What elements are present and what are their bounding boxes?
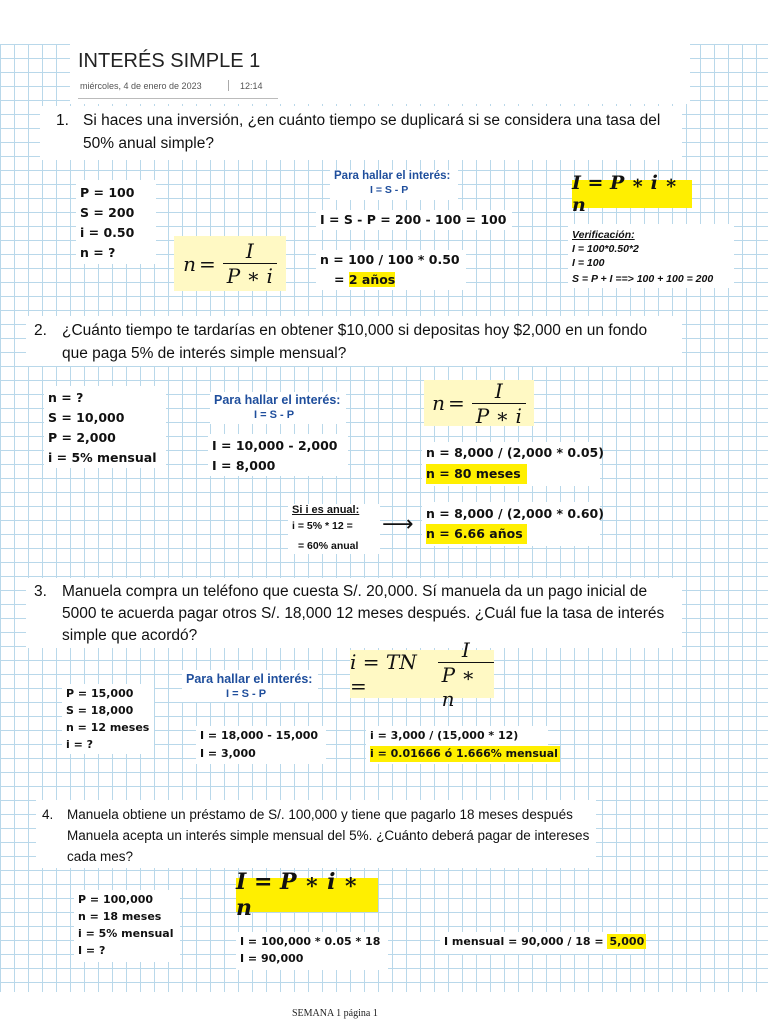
p4-monthly-result: 5,000 — [609, 935, 645, 948]
p2-interest-title: Para hallar el interés: — [214, 393, 341, 407]
title-underline — [78, 98, 278, 99]
p4-monthly-prefix: I mensual = 90,000 / 18 = — [444, 935, 608, 948]
p3-given-P: P = 15,000 — [66, 687, 134, 700]
p3-given-i: i = ? — [66, 738, 94, 751]
page-footer: SEMANA 1 página 1 — [292, 1008, 378, 1019]
p3-calc-I-line1: I = 18,000 - 15,000 — [200, 729, 319, 742]
p3-interest-title: Para hallar el interés: — [186, 672, 313, 686]
page-time: 12:14 — [240, 81, 263, 91]
p4-monthly-line — [444, 934, 646, 950]
p1-result-prefix: = — [334, 272, 349, 287]
p3-number: 3. — [34, 583, 47, 600]
p4-calc-I-line2: I = 90,000 — [240, 952, 304, 965]
p4-big-formula: I = P ∗ i ∗ n — [236, 878, 378, 912]
p1-n-formula — [174, 236, 286, 291]
p3-result: i = 0.01666 ó 1.666% mensual — [370, 747, 558, 760]
p3-i-formula — [350, 637, 494, 711]
p1-question-line1: Si haces una inversión, ¿en cuánto tiempo se duplicará si se considera una tasa del — [83, 112, 661, 129]
p4-calc-I-line1: I = 100,000 * 0.05 * 18 — [240, 935, 381, 948]
p1-interest-title: Para hallar el interés: — [334, 170, 451, 182]
p4-question-line1: Manuela obtiene un préstamo de S/. 100,000 y tiene que pagarlo 18 meses después — [67, 807, 573, 822]
p3-given-S: S = 18,000 — [66, 704, 134, 717]
meta-divider — [228, 80, 229, 91]
p2-number: 2. — [34, 322, 47, 339]
p2-given-S: S = 10,000 — [48, 410, 125, 425]
p2-calc-I-line2: I = 8,000 — [212, 458, 276, 473]
p2-annual-line2: = 60% anual — [298, 540, 359, 552]
p1-result: 2 años — [348, 272, 396, 287]
p1-calc-I: I = S - P = 200 - 100 = 100 — [320, 212, 507, 227]
p2-question-line1: ¿Cuánto tiempo te tardarías en obtener $10,000 si depositas hoy $2,000 en un fondo — [62, 322, 648, 339]
p3-question-line3: simple que acordó? — [62, 627, 198, 644]
arrow-icon: ⟶ — [382, 512, 414, 537]
p2-result2: n = 6.66 años — [426, 524, 527, 544]
p2-n-formula-left: n — [432, 391, 445, 415]
p3-i-formula-numerator: I — [461, 637, 470, 662]
p1-calc-n: n = 100 / 100 * 0.50 — [320, 252, 460, 267]
p2-given-i: i = 5% mensual — [48, 450, 157, 465]
p1-given-i: i = 0.50 — [80, 225, 135, 240]
p2-given-P: P = 2,000 — [48, 430, 116, 445]
p3-question-line2: 5000 te acuerda pagar otros S/. 18,000 12 meses después. ¿Cuál fue la tasa de interés — [62, 605, 665, 622]
p4-given-n: n = 18 meses — [78, 910, 162, 923]
p3-given-n: n = 12 meses — [66, 721, 150, 734]
p2-calc-n1: n = 8,000 / (2,000 * 0.05) — [426, 445, 604, 460]
p3-calc-i: i = 3,000 / (15,000 * 12) — [370, 729, 519, 742]
p1-result-line — [334, 270, 395, 290]
p2-n-formula — [424, 380, 534, 426]
p1-question-line2: 50% anual simple? — [83, 135, 214, 152]
page-title: INTERÉS SIMPLE 1 — [78, 50, 261, 72]
p1-big-formula: I = P ∗ i ∗ n — [572, 180, 692, 208]
p1-n-formula-denominator: P ∗ i — [223, 263, 277, 288]
p1-verification-line2: I = 100 — [572, 257, 605, 269]
p4-question-line2: Manuela acepta un interés simple mensual del 5%. ¿Cuánto deberá pagar de intereses — [67, 828, 590, 843]
p4-number: 4. — [42, 807, 54, 822]
p3-i-formula-left: i = TN = — [350, 650, 417, 698]
p3-interest-formula: I = S - P — [226, 688, 267, 700]
p4-given-I: I = ? — [78, 944, 106, 957]
p2-annual-title: Si i es anual: — [292, 504, 360, 516]
page-date: miércoles, 4 de enero de 2023 — [80, 81, 202, 91]
p1-given-n: n = ? — [80, 245, 116, 260]
p1-n-formula-left: n — [183, 251, 196, 276]
p2-calc-I-line1: I = 10,000 - 2,000 — [212, 438, 338, 453]
p2-n-formula-eq: = — [447, 391, 465, 415]
p2-interest-formula: I = S - P — [254, 409, 295, 421]
p1-number: 1. — [56, 112, 69, 129]
p3-i-formula-denominator: P ∗ n — [438, 662, 494, 711]
p3-question-line1: Manuela compra un teléfono que cuesta S/. 20,000. Sí manuela da un pago inicial de — [62, 583, 648, 600]
p2-given-n: n = ? — [48, 390, 84, 405]
p1-n-formula-numerator: I — [245, 239, 254, 263]
p1-given-P: P = 100 — [80, 185, 135, 200]
p2-annual-line1: i = 5% * 12 = — [292, 520, 353, 532]
p2-n-formula-denominator: P ∗ i — [472, 403, 526, 428]
p2-result1: n = 80 meses — [426, 464, 527, 484]
p3-calc-I-line2: I = 3,000 — [200, 747, 256, 760]
p4-given-P: P = 100,000 — [78, 893, 154, 906]
p1-verification-line1: I = 100*0.50*2 — [572, 243, 639, 255]
p2-calc-n2: n = 8,000 / (2,000 * 0.60) — [426, 506, 604, 521]
p1-verification-line3: S = P + I ==> 100 + 100 = 200 — [572, 273, 714, 285]
p2-question-line2: que paga 5% de interés simple mensual? — [62, 345, 347, 362]
p4-question-line3: cada mes? — [67, 849, 134, 864]
p1-verification-title: Verificación: — [572, 229, 635, 241]
p1-n-formula-eq: = — [198, 251, 216, 276]
p4-given-i: i = 5% mensual — [78, 927, 174, 940]
p1-given-S: S = 200 — [80, 205, 135, 220]
p1-interest-formula: I = S - P — [370, 184, 409, 196]
p2-n-formula-numerator: I — [494, 378, 503, 403]
